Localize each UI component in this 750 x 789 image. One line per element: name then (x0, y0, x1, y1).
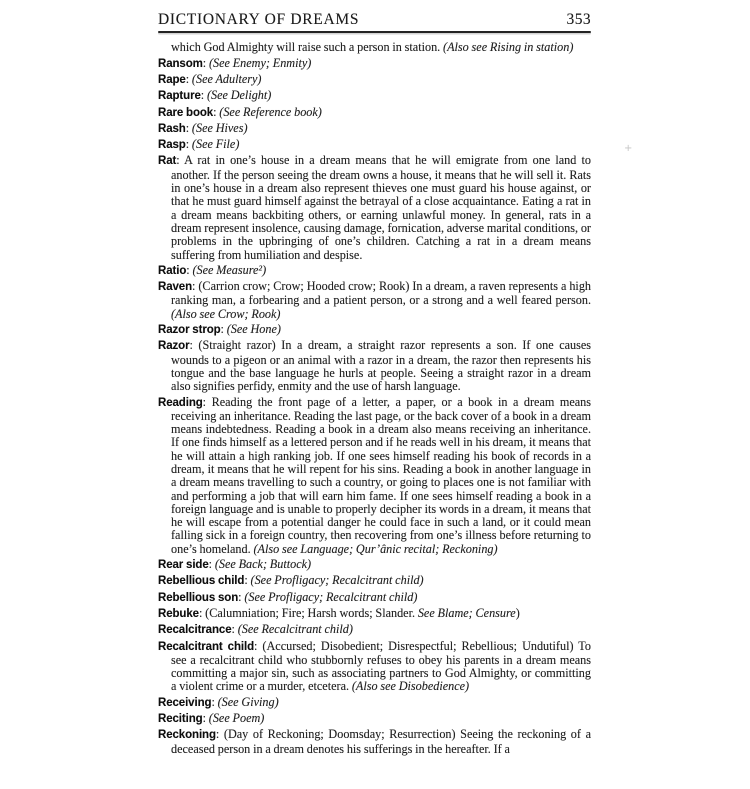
dictionary-entry (158, 574, 591, 588)
entry-text-segment: which God Almighty will raise such a person in station. (171, 40, 444, 55)
entry-text-segment: See Blame; Censure (417, 605, 516, 620)
entry-colon: : (220, 322, 227, 337)
entry-text-segment: (See Reference book) (219, 104, 322, 119)
dictionary-entry (158, 607, 591, 621)
entry-text-segment: (See Measure²) (192, 262, 267, 277)
scan-artifact-mark: + (624, 143, 633, 154)
entry-text-segment: (Also see Disobedience) (351, 679, 470, 694)
entry-term: Rapture (158, 90, 201, 103)
dictionary-entry (158, 138, 591, 152)
dictionary-entry (158, 558, 591, 572)
dictionary-entry (158, 712, 591, 726)
page-content (158, 11, 591, 756)
dictionary-entry (158, 89, 591, 103)
dictionary-entry (158, 339, 591, 393)
running-head-title: DICTIONARY OF DREAMS (158, 11, 360, 28)
entry-text-segment: (See Delight) (206, 88, 272, 103)
dictionary-entry (158, 154, 591, 261)
entry-text-segment: (Day of Reckoning; Doomsday; Resurrection) Seeing the reckoning of a deceased person in a dream denotes his sufferings in the hereafter. If a (171, 727, 591, 756)
entry-text-segment: (See Recalcitrant child) (237, 622, 353, 637)
entry-term: Rape (158, 73, 186, 86)
entry-colon: : (189, 338, 199, 353)
entry-term: Ratio (158, 264, 187, 277)
entry-text-segment: (See Profligacy; Recalcitrant child) (244, 589, 418, 604)
dictionary-entry (158, 106, 591, 120)
entry-text-segment: (Straight razor) In a dream, a straight razor represents a son. If one causes wounds to a pigeon or an animal with a razor in a dream, the razor then represents his tongue and the base language he hurls at people. Seeing a straight razor in a dream also signifies perfidy, enmity and the use of harsh language. (171, 338, 592, 394)
entry-text-segment: (Also see Language; Qur’ânic recital; Reckoning) (253, 541, 498, 556)
entry-text-segment: (See File) (191, 137, 240, 152)
entries-list (158, 41, 591, 756)
entry-colon: : (213, 104, 220, 119)
entry-term: Rebellious son (158, 591, 239, 604)
entry-term: Rare book (158, 106, 214, 119)
entry-text-segment: ) (515, 605, 520, 620)
entry-text-segment: (See Profligacy; Recalcitrant child) (250, 573, 424, 588)
entry-text-segment: (See Adultery) (191, 71, 262, 86)
entry-text-segment: (Also see Rising in station) (443, 40, 574, 55)
entry-colon: : (202, 394, 212, 409)
entry-term: Rebuke (158, 607, 199, 620)
dictionary-entry (158, 280, 591, 321)
entry-term: Reckoning (158, 729, 216, 742)
entry-term: Raven (158, 281, 193, 294)
entry-colon: : (185, 137, 192, 152)
entry-colon: : (231, 622, 238, 637)
entry-colon: : (215, 727, 224, 742)
entry-term: Reciting (158, 713, 203, 726)
dictionary-entry (158, 122, 591, 136)
entry-colon: : (202, 711, 209, 726)
entry-term: Receiving (158, 696, 212, 709)
dictionary-entry (158, 396, 591, 557)
entry-colon: : (186, 262, 193, 277)
dictionary-entry (158, 640, 591, 694)
entry-colon: : (185, 120, 192, 135)
entry-colon: : (202, 55, 209, 70)
entry-text-segment: (See Poem) (208, 711, 265, 726)
page-header (158, 11, 591, 29)
entry-text-segment: (Also see Crow; Rook) (171, 306, 281, 321)
entry-colon: : (254, 638, 263, 653)
dictionary-entry (158, 41, 591, 54)
entry-text-segment: (See Hone) (226, 322, 281, 337)
dictionary-entry (158, 57, 591, 71)
entry-text-segment: (See Back; Buttock) (214, 557, 312, 572)
entry-text-segment: Reading the front page of a letter, a paper, or a book in a dream means receiving an inheritance. Reading the last page, or the back cover of a book in a dream means indebtedness. Reading a book in a dream also means receiving an inheritance. If one finds himself as a lettered person and if he reads well in his dream, it means that he will attain a high ranking job. If one sees himself reading his book of records in a dream, it means that he will repent for his sins. Reading a book in another language in a dream means travelling to such a country, or going to places one is not familiar with and performing a job that will earn him fame. If one sees himself reading a book in a foreign language and is unable to properly decipher its words in a dream, it means that he will escape from a potential danger he could face in such a land, or it could mean falling sick in a foreign country, then recovering from one’s illness before returning to one’s homeland. (171, 394, 591, 556)
entry-colon: : (211, 694, 218, 709)
entry-colon: : (192, 279, 199, 294)
dictionary-entry (158, 591, 591, 605)
entry-text-segment: (Accursed; Disobedient; Disrespectful; Rebellious; Undutiful) To see a recalcitrant child who stubbornly refuses to obey his parents in a dream means committing a major sin, such as associating partners to God Almighty, or committing a violent crime or a murder, etcetera. (171, 638, 591, 694)
entry-term: Razor strop (158, 324, 221, 337)
entry-term: Rasp (158, 139, 186, 152)
entry-term: Rebellious child (158, 575, 245, 588)
dictionary-entry (158, 73, 591, 87)
entry-term: Recalcitrant child (158, 640, 255, 653)
entry-term: Recalcitrance (158, 624, 232, 637)
entry-term: Razor (158, 340, 190, 353)
entry-text-segment: (Calumniation; Fire; Harsh words; Slander. (205, 605, 418, 620)
page-number: 353 (566, 11, 591, 28)
entry-term: Rear side (158, 559, 209, 572)
entry-term: Rash (158, 122, 186, 135)
entry-colon: : (200, 88, 207, 103)
entry-text-segment: (See Hives) (191, 120, 248, 135)
entry-colon: : (198, 605, 206, 620)
entry-text-segment: (See Enemy; Enmity) (208, 55, 312, 70)
dictionary-entry (158, 696, 591, 710)
entry-colon: : (238, 589, 245, 604)
header-rule (158, 31, 591, 33)
entry-colon: : (185, 71, 192, 86)
entry-colon: : (176, 153, 185, 168)
entry-text-segment: A rat in one’s house in a dream means that he will emigrate from one land to another. If the person seeing the dream owns a house, it means that he will sell it. Rats in one’s house in a dream also represent thieves one must guard his house against, or that he must guard himself against the betrayal of a close acquaintance. Eating a rat in a dream means backbiting others, or earning unlawful money. In general, rats in a dream represent insolence, causing damage, fornication, adverse marital conditions, or problems in the upbringing of one’s children. Catching a rat in a dream means suffering from humiliation and despise. (171, 153, 592, 262)
dictionary-entry (158, 264, 591, 278)
entry-text-segment: (See Giving) (217, 694, 279, 709)
entry-colon: : (208, 557, 215, 572)
entry-term: Reading (158, 396, 203, 409)
entry-colon: : (244, 573, 251, 588)
dictionary-entry (158, 623, 591, 637)
entry-term: Rat (158, 155, 177, 168)
dictionary-entry (158, 728, 591, 756)
entry-text-segment: (Carrion crow; Crow; Hooded crow; Rook) In a dream, a raven represents a high ranking man, a forbearing and a patient person, or a strong and a well feared person. (171, 279, 592, 308)
entry-term: Ransom (158, 57, 203, 70)
dictionary-entry (158, 323, 591, 337)
